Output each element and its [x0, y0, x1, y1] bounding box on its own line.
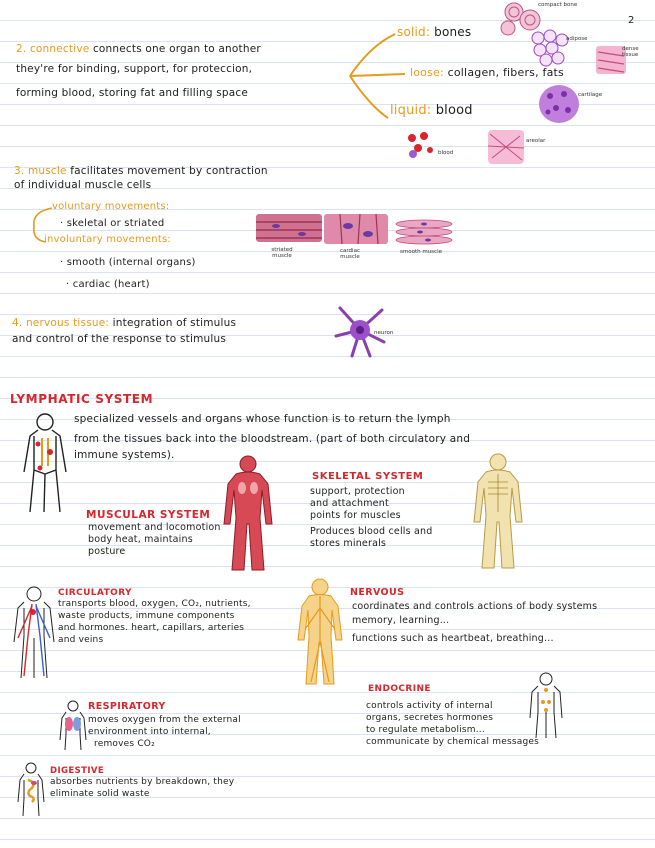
respiratory-line-1: moves oxygen from the external: [88, 715, 241, 725]
nervous-tissue-text-2: and control of the response to stimulus: [12, 333, 226, 345]
liquid-value: blood: [435, 103, 473, 118]
cardiac-item: · cardiac (heart): [66, 279, 150, 290]
lymphatic-body-figure: [20, 412, 70, 516]
solid-row: [397, 25, 471, 39]
nervous-body-figure: [296, 578, 344, 686]
circulatory-line-3: and hormones. heart, capillars, arteries: [58, 623, 245, 633]
nervous-tissue-text-1: integration of stimulus: [112, 317, 237, 329]
cardiac-label: cardiac muscle: [340, 248, 360, 260]
skeletal-heading: SKELETAL SYSTEM: [312, 471, 424, 482]
smooth-label: smooth muscle: [400, 249, 442, 255]
muscular-text: [88, 522, 221, 558]
connective-section: [16, 42, 261, 56]
skeletal-line-3: points for muscles: [310, 510, 401, 521]
areolar-label: areolar: [526, 138, 546, 144]
muscular-line-2: body heat, maintains: [88, 534, 193, 545]
circulatory-line-1: transports blood, oxygen, CO₂, nutrients,: [58, 599, 251, 609]
digestive-text: [50, 776, 234, 800]
circulatory-line-4: and veins: [58, 635, 104, 645]
voluntary-label: voluntary movements:: [52, 201, 170, 212]
muscle-row-1: [14, 164, 268, 178]
connective-text-3: forming blood, storing fat and filling space: [16, 87, 249, 99]
solid-value: bones: [434, 25, 472, 39]
neuron-label: neuron: [374, 330, 394, 336]
blood-label: blood: [438, 150, 454, 156]
digestive-body-figure: [16, 762, 46, 818]
smooth-item: · smooth (internal organs): [60, 257, 196, 268]
cartilage-image: [538, 84, 580, 124]
smooth-muscle-image: [394, 218, 454, 246]
skeletal-line-1: support, protection: [310, 486, 405, 497]
connective-heading: 2. connective: [16, 43, 90, 55]
skeletal-text: [310, 486, 433, 550]
loose-row: [410, 66, 564, 80]
muscular-line-3: posture: [88, 546, 126, 557]
endocrine-heading: ENDOCRINE: [368, 684, 431, 694]
solid-label: solid:: [397, 25, 431, 39]
lymphatic-text-1: specialized vessels and organs whose function is to return the lymph: [74, 413, 451, 425]
connective-text-1: connects one organ to another: [92, 43, 261, 55]
striated-muscle-image: [256, 212, 326, 244]
endocrine-line-1: controls activity of internal: [366, 701, 493, 711]
muscle-text-1: facilitates movement by contraction: [70, 165, 268, 177]
striated-label: striated muscle: [271, 247, 293, 259]
circulatory-line-2: waste products, immune components: [58, 611, 235, 621]
involuntary-label: involuntary movements:: [44, 234, 171, 245]
loose-value: collagen, fibers, fats: [447, 66, 564, 79]
endocrine-text: [366, 700, 539, 748]
muscular-heading: MUSCULAR SYSTEM: [86, 509, 211, 521]
respiratory-line-2: environment into internal,: [88, 727, 211, 737]
skeletal-line-2: and attachment: [310, 498, 389, 509]
endocrine-line-2: organs, secretes hormones: [366, 713, 494, 723]
connective-text-2: they're for binding, support, for proteccion,: [16, 63, 253, 75]
loose-label: loose:: [410, 66, 444, 79]
endocrine-line-4: communicate by chemical messages: [366, 737, 540, 747]
adipose-image: [530, 30, 570, 66]
nervous-system-text: [352, 600, 597, 646]
digestive-line-1: absorbes nutrients by breakdown, they: [50, 777, 235, 787]
respiratory-line-3: removes CO₂: [94, 739, 155, 749]
endocrine-body-figure: [528, 672, 564, 740]
liquid-label: liquid:: [390, 103, 432, 118]
compact-bone-label: compact bone: [538, 2, 578, 8]
respiratory-body-figure: [58, 700, 88, 752]
endocrine-line-3: to regulate metabolism...: [366, 725, 485, 735]
nervous-tissue-heading: 4. nervous tissue:: [12, 317, 110, 329]
adipose-label: adipose: [566, 36, 588, 42]
skeletal-line-4: Produces blood cells and: [310, 526, 433, 537]
skeletal-item: · skeletal or striated: [60, 218, 165, 229]
page-number: 2: [628, 15, 635, 26]
nervous-line-3: functions such as heartbeat, breathing...: [352, 633, 554, 644]
lymphatic-text-3: immune systems).: [74, 449, 175, 461]
muscular-line-1: movement and locomotion: [88, 522, 221, 533]
lymphatic-heading: LYMPHATIC SYSTEM: [10, 392, 154, 406]
cartilage-label: cartilage: [578, 92, 603, 98]
respiratory-heading: RESPIRATORY: [88, 701, 166, 712]
areolar-image: [488, 130, 524, 164]
muscular-body-figure: [220, 454, 276, 574]
respiratory-text: [88, 714, 241, 750]
blood-image: [404, 130, 438, 162]
skeletal-line-5: stores minerals: [310, 538, 387, 549]
liquid-row: [390, 104, 473, 118]
circulatory-body-figure: [12, 586, 56, 680]
nervous-line-1: coordinates and controls actions of body systems: [352, 601, 598, 612]
nervous-tissue-row-1: [12, 316, 236, 330]
skeletal-body-figure: [470, 452, 526, 570]
digestive-heading: DIGESTIVE: [50, 766, 105, 776]
circulatory-text: [58, 598, 251, 646]
lymphatic-text-2: from the tissues back into the bloodstream. (part of both circulatory and: [74, 433, 471, 445]
circulatory-heading: CIRCULATORY: [58, 588, 132, 598]
nervous-system-heading: NERVOUS: [350, 587, 405, 598]
digestive-line-2: eliminate solid waste: [50, 789, 150, 799]
muscle-heading: 3. muscle: [14, 165, 67, 177]
muscle-text-2: of individual muscle cells: [14, 179, 152, 191]
dense-tissue-label: dense tissue: [622, 46, 639, 58]
nervous-line-2: memory, learning...: [352, 615, 450, 626]
cardiac-muscle-image: [324, 214, 390, 246]
